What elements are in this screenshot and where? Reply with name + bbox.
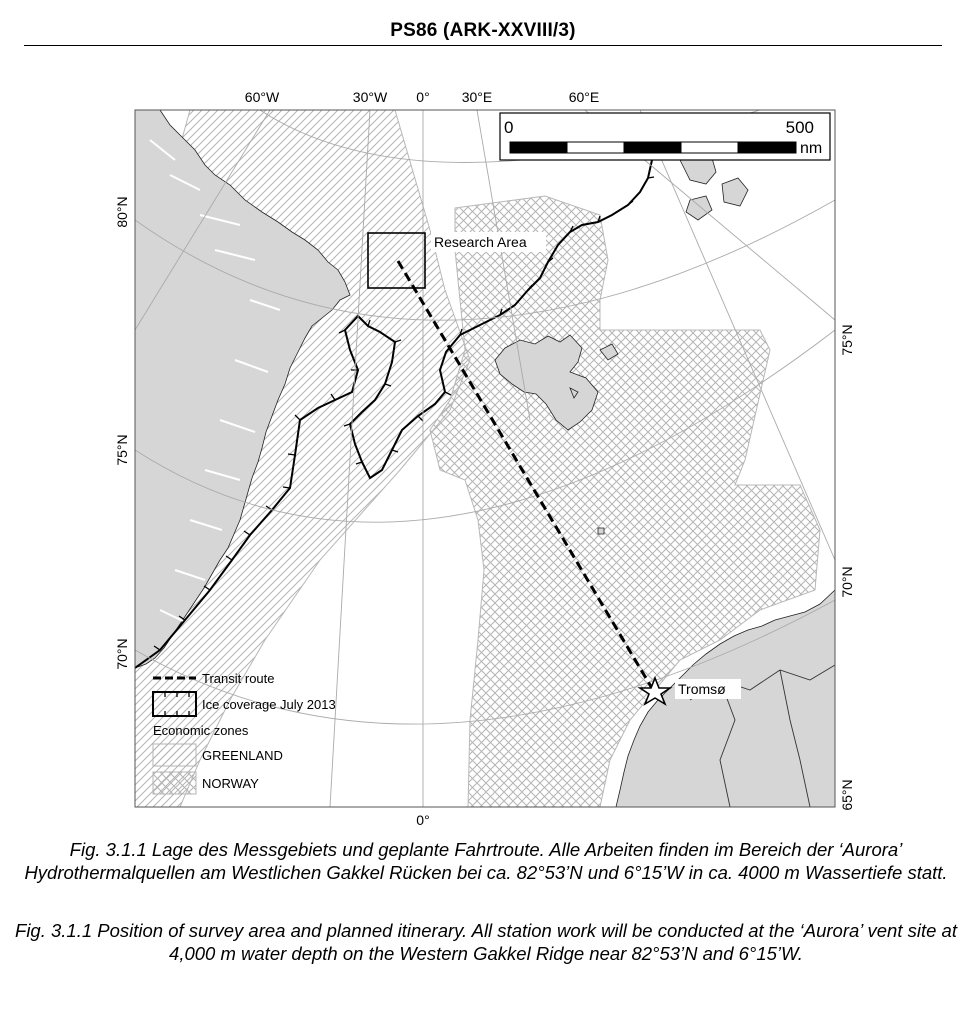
legend-greenland-swatch (153, 744, 196, 766)
scale-bar-segment-5 (738, 142, 796, 153)
lat-label-right-70n: 70°N (839, 566, 855, 598)
scale-bar (500, 113, 830, 160)
scale-bar-segment-3 (624, 142, 681, 153)
scale-bar-min-label: 0 (504, 118, 514, 137)
lon-label-bottom-0: 0° (416, 812, 430, 828)
page-title: PS86 (ARK-XXVIII/3) (390, 20, 576, 41)
lon-label-0: 0° (416, 89, 430, 105)
scale-bar-unit: nm (800, 140, 823, 157)
legend-norway-swatch (153, 772, 196, 794)
lat-label-left-75n: 75°N (114, 434, 130, 466)
lat-label-right-75n: 75°N (839, 324, 855, 356)
caption-german: Fig. 3.1.1 Lage des Messgebiets und geplante Fahrtroute. Alle Arbeiten finden im Bereich der ‘Aurora’ Hydrothermalquellen am Westlichen Gakkel Rücken bei ca. 82°53’N und 6°15’W in ca. 4000 m Wassertiefe statt. (24, 839, 948, 883)
scale-bar-segment-2 (567, 142, 624, 153)
tromso-label: Tromsø (678, 681, 726, 697)
lon-label-60e: 60°E (568, 89, 600, 105)
lon-label-30e: 30°E (461, 89, 493, 105)
lat-label-left-70n: 70°N (114, 638, 130, 670)
lat-label-left-80n: 80°N (114, 196, 130, 228)
legend-greenland-label: GREENLAND (202, 748, 283, 763)
legend-zones-heading: Economic zones (153, 723, 249, 738)
lon-label-60w: 60°W (244, 89, 280, 105)
legend-norway-label: NORWAY (202, 776, 259, 791)
scale-bar-max-label: 500 (785, 118, 814, 137)
research-area-label: Research Area (434, 234, 527, 250)
scale-bar-segment-1 (510, 142, 567, 153)
legend-ice-label: Ice coverage July 2013 (202, 697, 336, 712)
scale-bar-segment-4 (681, 142, 738, 153)
caption-english: Fig. 3.1.1 Position of survey area and planned itinerary. All station work will be conducted at the ‘Aurora’ vent site at 4,000 m water depth on the Western Gakkel Ridge near 82°53’N and 6°15’W. (15, 920, 957, 964)
legend-transit-label: Transit route (202, 671, 275, 686)
lat-label-right-65n: 65°N (839, 779, 855, 811)
lon-label-30w: 30°W (352, 89, 388, 105)
